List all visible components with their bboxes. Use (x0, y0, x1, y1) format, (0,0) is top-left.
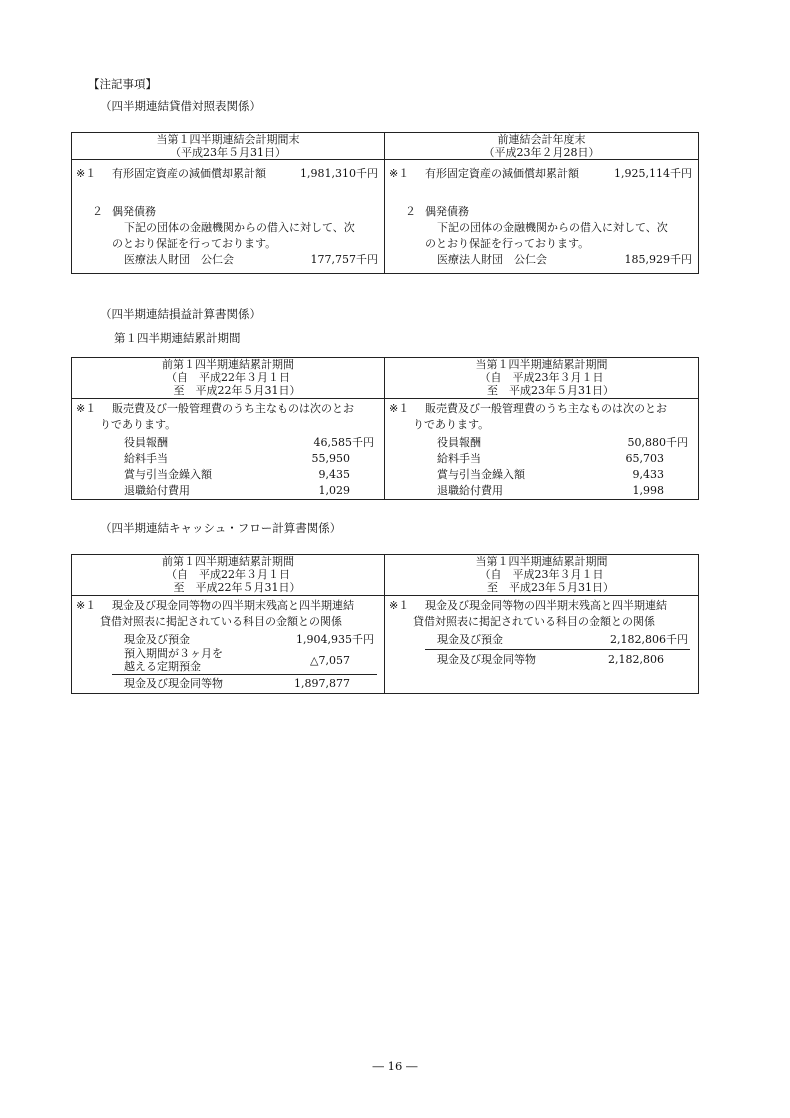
pl-section-title: （四半期連結損益計算書関係） (100, 307, 261, 321)
note-title: 偶発債務 (425, 205, 469, 219)
bs-left-body (72, 160, 385, 274)
cf-right-header (385, 555, 699, 596)
bs-right-header-line: （平成23年２月28日） (483, 146, 600, 160)
bs-notes-table (71, 132, 699, 274)
total-amount: 2,182,806 (608, 652, 664, 666)
note-text: のとおり保証を行っております。 (425, 237, 590, 251)
note-text: 貸借対照表に掲記されている科目の金額との関係 (413, 614, 655, 628)
note-title: 偶発債務 (112, 205, 156, 219)
note-text: りであります。 (100, 417, 177, 431)
pl-left-body (72, 398, 385, 499)
bs-left-header-line: （平成23年５月31日） (170, 146, 286, 160)
pl-notes-table (71, 357, 699, 500)
note-mark: ※１ (76, 598, 97, 612)
note-mark: ※１ (389, 401, 410, 415)
cf-left-header-line: 前第１四半期連結累計期間 (162, 555, 294, 568)
cf-notes-table (71, 554, 699, 694)
deposit-label: 預入期間が３ヶ月を (124, 646, 223, 660)
expense-label: 給料手当 (437, 451, 481, 465)
note-mark: ※１ (76, 401, 97, 415)
pl-left-header-line: 前第１四半期連結累計期間 (162, 358, 294, 371)
pl-right-header-line: （自 平成23年３月１日 (479, 371, 604, 385)
expense-amount: 9,435 (318, 467, 350, 481)
expense-label: 退職給付費用 (124, 483, 190, 497)
expense-label: 役員報酬 (437, 435, 481, 449)
note-text: 現金及び現金同等物の四半期末残高と四半期連結 (425, 598, 667, 612)
note-text: 有形固定資産の減価償却累計額 (425, 167, 579, 181)
cf-section-title: （四半期連結キャッシュ・フロー計算書関係） (100, 521, 342, 535)
note-mark: ※１ (389, 167, 410, 181)
bs-right-body (385, 160, 699, 274)
note-mark: ２ (405, 205, 416, 219)
cf-left-header (72, 555, 385, 596)
total-label: 現金及び現金同等物 (437, 652, 536, 666)
expense-label: 役員報酬 (124, 435, 168, 449)
pl-subtitle: 第１四半期連結累計期間 (114, 331, 241, 345)
note-text: 下記の団体の金融機関からの借入に対して、次 (124, 221, 355, 235)
expense-label: 賞与引当金繰入額 (437, 467, 525, 481)
pl-right-header (385, 358, 699, 399)
pl-right-header-line: 至 平成23年５月31日） (487, 384, 614, 398)
note-text: りであります。 (413, 417, 490, 431)
note-text: 現金及び現金同等物の四半期末残高と四半期連結 (112, 598, 354, 612)
deposit-amount: △7,057 (310, 653, 350, 667)
expense-amount: 65,703 (625, 451, 664, 465)
pl-right-header-line: 当第１四半期連結累計期間 (475, 358, 608, 371)
note-mark: ※１ (76, 167, 97, 181)
guarantee-name: 医療法人財団 公仁会 (437, 253, 547, 267)
cash-amount: 2,182,806千円 (610, 632, 688, 646)
total-label: 現金及び現金同等物 (124, 676, 223, 690)
pl-left-header (72, 358, 385, 399)
expense-amount: 1,998 (632, 483, 664, 497)
note-amount: 1,981,310千円 (300, 167, 378, 181)
bs-section-title: （四半期連結貸借対照表関係） (100, 99, 261, 113)
total-amount: 1,897,877 (294, 676, 350, 690)
page-number: ― 16 ― (372, 1059, 418, 1073)
cash-amount: 1,904,935千円 (296, 632, 374, 646)
cash-label: 現金及び預金 (437, 632, 503, 646)
note-text: のとおり保証を行っております。 (112, 237, 277, 251)
notes-title: 【注記事項】 (88, 77, 157, 91)
note-text: 販売費及び一般管理費のうち主なものは次のとお (425, 401, 667, 415)
expense-label: 退職給付費用 (437, 483, 503, 497)
guarantee-amount: 185,929千円 (624, 253, 692, 267)
bs-left-header (72, 133, 385, 160)
guarantee-amount: 177,757千円 (310, 253, 378, 267)
expense-amount: 50,880千円 (627, 435, 688, 449)
note-amount: 1,925,114千円 (614, 167, 692, 181)
expense-label: 賞与引当金繰入額 (124, 467, 212, 481)
note-text: 有形固定資産の減価償却累計額 (112, 167, 266, 181)
cash-label: 現金及び預金 (124, 632, 190, 646)
expense-amount: 46,585千円 (313, 435, 374, 449)
bs-left-header-line: 当第１四半期連結会計期間末 (156, 133, 300, 146)
note-mark: ※１ (389, 598, 410, 612)
cf-left-header-line: （自 平成22年３月１日 (166, 568, 290, 582)
note-text: 下記の団体の金融機関からの借入に対して、次 (437, 221, 668, 235)
cf-left-body (72, 595, 385, 693)
expense-amount: 9,433 (632, 467, 664, 481)
pl-right-body (385, 398, 699, 499)
cf-right-header-line: 至 平成23年５月31日） (487, 581, 614, 595)
expense-label: 給料手当 (124, 451, 168, 465)
expense-amount: 55,950 (311, 451, 350, 465)
pl-left-header-line: （自 平成22年３月１日 (166, 371, 290, 385)
total-rule (112, 674, 377, 675)
guarantee-name: 医療法人財団 公仁会 (124, 253, 234, 267)
note-text: 貸借対照表に掲記されている科目の金額との関係 (100, 614, 342, 628)
expense-amount: 1,029 (318, 483, 350, 497)
deposit-label: 越える定期預金 (124, 659, 201, 673)
cf-left-header-line: 至 平成22年５月31日） (173, 581, 301, 595)
bs-right-header-line: 前連結会計年度末 (497, 133, 586, 146)
note-mark: ２ (92, 205, 103, 219)
cf-right-header-line: 当第１四半期連結累計期間 (475, 555, 608, 568)
cf-right-header-line: （自 平成23年３月１日 (479, 568, 604, 582)
cf-right-body (385, 595, 699, 693)
bs-right-header (385, 133, 699, 160)
total-rule (425, 649, 690, 650)
note-text: 販売費及び一般管理費のうち主なものは次のとお (112, 401, 354, 415)
pl-left-header-line: 至 平成22年５月31日） (173, 384, 301, 398)
